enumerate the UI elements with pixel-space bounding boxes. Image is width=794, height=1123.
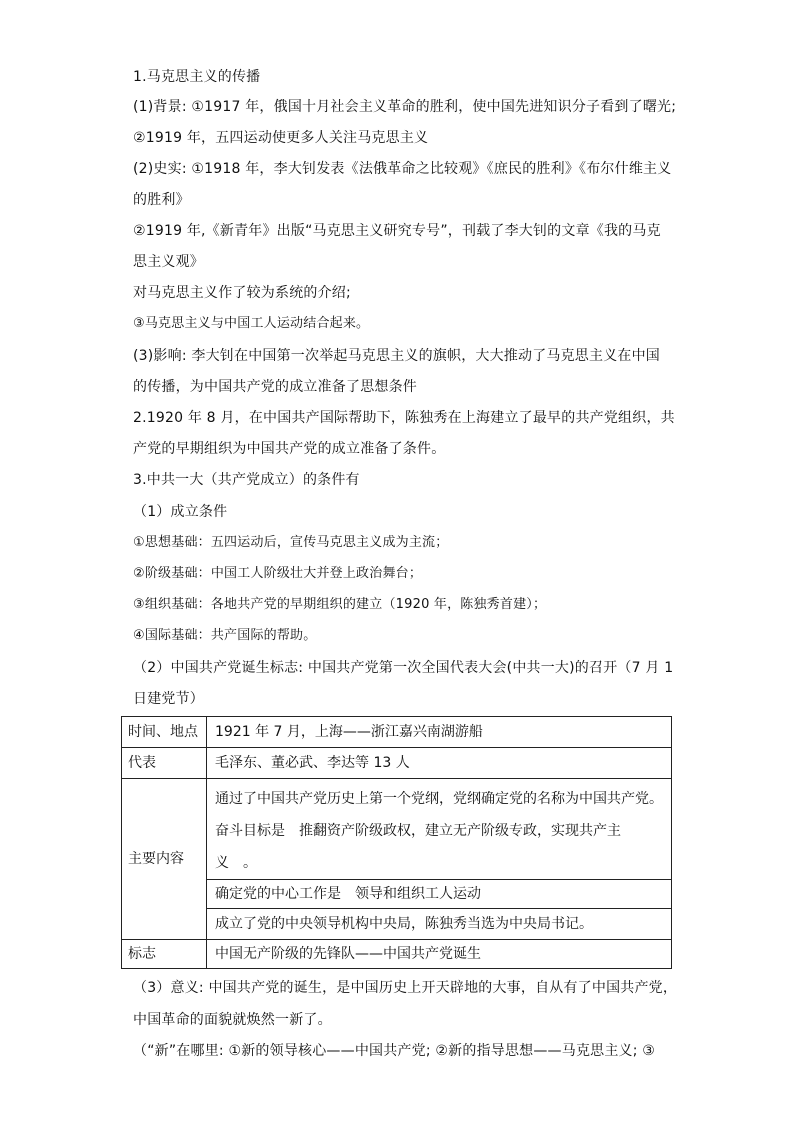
table-label-time-place: 时间、地点 (122, 717, 207, 748)
text-line: ①思想基础：五四运动后，宣传马克思主义成为主流； (133, 535, 449, 550)
text-line: 中国革命的面貌就焕然一新了。 (133, 1012, 332, 1028)
text-line: ②1919 年，五四运动使更多人关注马克思主义 (133, 130, 429, 146)
heading-marxism-spread: 1.马克思主义的传播 (133, 69, 261, 85)
text-line: 的传播，为中国共产党的成立准备了思想条件 (133, 379, 417, 395)
table-value-symbol: 中国无产阶级的先锋队——中国共产党诞生 (207, 940, 672, 969)
text-line: (2)史实: ①1918 年，李大钊发表《法俄革命之比较观》《庶民的胜利》《布尔什维主义 (133, 161, 672, 177)
first-congress-table (121, 716, 672, 969)
table-value-delegates: 毛泽东、董必武、李达等 13 人 (207, 748, 672, 779)
text-line: ②阶级基础：中国工人阶级壮大并登上政治舞台； (133, 566, 423, 581)
text-line: 的胜利》 (133, 192, 190, 208)
table-value-content-3: 成立了党的中央领导机构中央局，陈独秀当选为中央局书记。 (207, 909, 672, 940)
table-label-delegates: 代表 (122, 748, 207, 779)
text-line: (1)背景: ①1917 年，俄国十月社会主义革命的胜利，使中国先进知识分子看到了曙光; (133, 99, 677, 115)
text-line: ③马克思主义与中国工人运动结合起来。 (133, 316, 370, 331)
content-line: 通过了中国共产党历史上第一个党纲，党纲确定党的名称为中国共产党。 (215, 791, 663, 807)
text-line: ②1919 年,《新青年》出版“马克思主义研究专号”，刊载了李大钊的文章《我的马克 (133, 223, 661, 239)
content-line: 奋斗目标是 推翻资产阶级政权，建立无产阶级专政，实现共产主 (215, 823, 621, 839)
text-line: （3）意义: 中国共产党的诞生，是中国历史上开天辟地的大事，自从有了中国共产党， (133, 980, 678, 996)
table-label-symbol: 标志 (122, 940, 207, 969)
text-line: （2）中国共产党诞生标志: 中国共产党第一次全国代表大会(中共一大)的召开（7 月 1 (133, 660, 674, 676)
table-value-time-place: 1921 年 7 月，上海——浙江嘉兴南湖游船 (207, 717, 672, 748)
subheading-conditions: （1）成立条件 (133, 504, 228, 520)
text-line: (3)影响: 李大钊在中国第一次举起马克思主义的旗帜，大大推动了马克思主义在中国 (133, 348, 660, 364)
text-line: 产党的早期组织为中国共产党的成立准备了条件。 (133, 441, 446, 457)
heading-first-congress: 3.中共一大（共产党成立）的条件有 (133, 472, 360, 488)
text-line: 思主义观》 (133, 254, 204, 270)
table-row (122, 717, 672, 748)
text-line: 日建党节） (133, 691, 204, 707)
text-line: （“新”在哪里: ①新的领导核心——中国共产党; ②新的指导思想——马克思主义; ③ (133, 1043, 656, 1059)
table-row (122, 779, 672, 880)
content-line: 义 。 (215, 855, 257, 871)
table-row (122, 748, 672, 779)
table-value-content-2: 确定党的中心工作是 领导和组织工人运动 (207, 880, 672, 909)
table-row (122, 940, 672, 969)
table-label-main-content: 主要内容 (122, 779, 207, 940)
text-line: ④国际基础：共产国际的帮助。 (133, 628, 317, 643)
text-line: ③组织基础：各地共产党的早期组织的建立（1920 年，陈独秀首建）； (133, 597, 547, 612)
heading-early-party: 2.1920 年 8 月，在中国共产国际帮助下，陈独秀在上海建立了最早的共产党组织，共 (133, 410, 675, 426)
table-value-content-1 (207, 779, 672, 880)
text-line: 对马克思主义作了较为系统的介绍; (133, 285, 351, 301)
